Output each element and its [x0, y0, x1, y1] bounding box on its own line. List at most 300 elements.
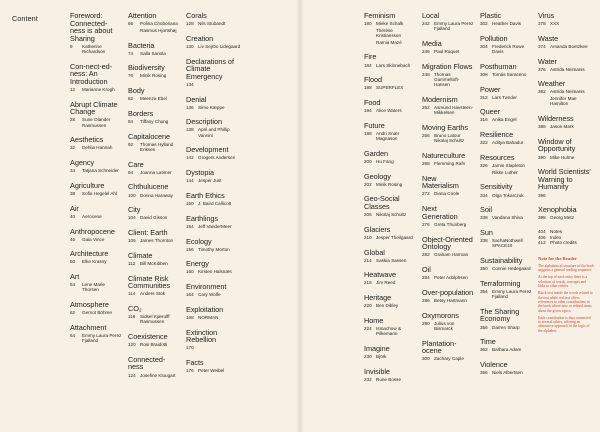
entry-title: Weather [538, 79, 566, 89]
author-line [480, 163, 532, 168]
author-name: Saskia Sassen [376, 257, 407, 263]
author-name: XXX [550, 21, 560, 27]
toc-entry [128, 252, 180, 266]
page-number: 100 [128, 192, 136, 198]
toc-entry [186, 118, 244, 138]
entry-title: Denial [186, 94, 207, 104]
page-number: 300 [422, 356, 430, 362]
toc-entry [538, 115, 594, 129]
author-name: Peter Adolphsen [434, 275, 468, 281]
entry-title: Aesthetics [70, 135, 104, 145]
entry-title: Geo-Social Classes [364, 194, 400, 211]
author-name: Donna Haraway [140, 192, 173, 198]
entry-title: Attachment [70, 322, 107, 332]
reader-note-paragraph: Each contribution is thus connected to several others, offering an alternative approach to the logic of the alphabet. [538, 315, 591, 333]
page-number: 92 [128, 141, 134, 147]
author-name: Simo Kæppe [198, 104, 225, 110]
page-number: 164 [186, 292, 194, 298]
reader-note-heading: Note for the Reader [538, 255, 577, 261]
author-line [128, 21, 180, 26]
author-line [70, 237, 122, 242]
entry-title: Future [364, 120, 385, 130]
page-number: 38 [70, 191, 76, 197]
entry-title: Sustainability [480, 256, 523, 266]
author-name: Meenza Ebel [140, 96, 167, 102]
author-name: Mieke Schalk [376, 21, 404, 27]
author-line [186, 368, 244, 373]
page-number: 94 [128, 169, 134, 175]
toc-entry [480, 206, 532, 220]
entry-title: Object-Oriented Ontology [422, 234, 473, 252]
entry-title: Home [364, 315, 384, 325]
author-line [186, 292, 244, 297]
entry-title: Waste [538, 33, 559, 43]
toc-entry [480, 108, 532, 122]
page-number: 376 [538, 66, 546, 72]
toc-entry [480, 12, 532, 26]
entry-title: Earthlings [186, 213, 218, 223]
toc-entry [422, 266, 474, 280]
author-name: J. Baird Callicott [198, 201, 232, 207]
page-number: 106 [128, 238, 136, 244]
author-name: Graham Harman [434, 252, 469, 258]
page-number: 338 [480, 215, 488, 221]
author-name: Lene Marie Thorsen [82, 282, 105, 293]
toc-entry [186, 329, 244, 351]
author-name: Lars Tønder [492, 94, 517, 100]
page-number: 46 [70, 236, 76, 242]
toc-entry [480, 280, 532, 300]
author-line [480, 238, 532, 248]
entry-title: Capitalocene [128, 131, 170, 141]
author-line [364, 131, 416, 141]
entry-title: Terraforming [480, 278, 521, 288]
entry-title: Plastic [480, 11, 502, 20]
author-name: April and Phillip Vannini [198, 127, 230, 138]
author-line [128, 51, 180, 56]
author-line [480, 95, 532, 100]
page-number: 232 [364, 376, 372, 382]
reader-note-paragraph: At the top of each entry there is a selection of words, concepts and links to other entries. [538, 275, 588, 289]
entry-title: Atmosphere [70, 300, 109, 310]
page-number: 252 [422, 105, 430, 111]
author-line [538, 44, 594, 49]
toc-entry [364, 249, 416, 263]
page-number: 154 [186, 223, 194, 229]
page-number: 216 [364, 280, 372, 286]
page-number: 286 [422, 297, 430, 303]
author-line [422, 105, 474, 115]
author-line [480, 44, 532, 54]
author-name: Ismachow & Pilkemann [376, 326, 402, 337]
toc-column-2 [128, 12, 180, 386]
toc-entry [538, 168, 594, 197]
entry-title: Environment [186, 282, 227, 292]
author-line [480, 347, 532, 352]
author-line [422, 298, 474, 303]
page-number: 9 [70, 43, 73, 49]
author-name [198, 345, 244, 350]
toc-entry [186, 96, 244, 110]
author-line [538, 67, 594, 72]
entry-title: Foreword: Connected-ness is about Sharing [70, 11, 113, 43]
entry-title: Anthropocene [70, 226, 115, 236]
author-name: Elke Krasny [82, 259, 107, 265]
author-line [186, 345, 244, 350]
toc-entry [186, 359, 244, 373]
toc-entry [538, 80, 594, 106]
author-line [364, 159, 416, 164]
author-name: Dehlia Hannah [82, 145, 113, 151]
author-name: Andri Snær Magnason [376, 130, 400, 142]
entry-title: Agriculture [70, 180, 105, 190]
author-name: Aerocene [82, 213, 102, 219]
toc-entry [70, 159, 122, 173]
author-line [186, 44, 244, 49]
author-line [70, 191, 122, 196]
author-name: Björk [376, 354, 387, 360]
back-matter [538, 229, 594, 246]
author-line [422, 356, 474, 361]
author-line [422, 49, 474, 54]
author-name: Rasmus Hjortshøj [140, 27, 177, 33]
author-name: Gernot Böhme [82, 310, 112, 316]
author-name: Paul Roquet [434, 49, 460, 55]
page-number: 138 [186, 127, 194, 133]
entry-title: Next Generation [422, 204, 458, 221]
author-name: Amanda Boetzkee [550, 43, 588, 49]
toc-entry [128, 87, 180, 101]
toc-entry [364, 226, 416, 240]
toc-entry [480, 308, 532, 330]
page-number: 404 [538, 229, 546, 235]
toc-entry [128, 229, 180, 243]
toc-entry [538, 138, 594, 160]
entry-title: Attention [128, 11, 157, 20]
toc-entry [364, 150, 416, 164]
author-name: Tatjana Schneider [82, 168, 119, 174]
toc-entry [480, 183, 532, 197]
page-number [480, 170, 492, 175]
entry-title: Glaciers [364, 224, 391, 234]
toc-entry [70, 301, 122, 315]
entry-title: Connected-ness [128, 354, 166, 372]
page-number: 268 [422, 161, 430, 167]
author-line [364, 280, 416, 285]
page-number: 12 [70, 87, 76, 93]
author-name: Marianne Krogh [82, 87, 115, 93]
toc-entry [480, 35, 532, 55]
toc-entry [364, 99, 416, 113]
page-number: 382 [538, 89, 546, 95]
entry-title: Violence [480, 360, 508, 370]
author-name: Jamie Stapleton [492, 163, 525, 169]
author-line [480, 215, 532, 220]
author-name: Gaia Vince [82, 236, 105, 242]
author-line [480, 193, 532, 198]
author-name: Aditya Bahadur [492, 140, 524, 146]
entry-title: Climate Risk Communities [128, 273, 171, 291]
page-number: 40 [70, 213, 76, 219]
entry-title: Queer [480, 107, 501, 117]
author-line [480, 21, 532, 26]
author-line [364, 21, 416, 26]
page-number: 74 [128, 50, 134, 56]
author-line [364, 28, 416, 38]
author-name: Bill McKibben [140, 260, 168, 266]
entry-title: Corals [186, 11, 207, 20]
toc-entry [480, 154, 532, 175]
author-line [364, 354, 416, 359]
entry-title: Bacteria [128, 40, 155, 50]
author-name: SUPERFLEX [376, 85, 404, 91]
author-line [422, 161, 474, 166]
entry-title: Window of Opportunity [538, 136, 576, 154]
entry-title: Flood [364, 75, 383, 85]
toc-entry [422, 312, 474, 332]
page-number: 374 [538, 43, 546, 49]
toc-entry [364, 368, 416, 382]
author-line [480, 72, 532, 77]
page-number: 326 [480, 163, 488, 169]
author-line [364, 258, 416, 263]
page-number: 256 [422, 133, 430, 139]
entry-title: CO₂ [128, 304, 142, 314]
page-number: 120 [128, 342, 136, 348]
toc-entry [128, 333, 180, 347]
reader-note-paragraph: Black text inside the words related to the text while red text offers references to other contributions in the book where new or related terms about the given topics. [538, 291, 593, 313]
toc-column-4 [364, 12, 416, 391]
toc-entry [186, 306, 244, 320]
back-matter-label: Notes [550, 229, 563, 235]
right-page [302, 0, 600, 432]
author-line [128, 96, 180, 101]
author-name: Minik Rosing [140, 73, 167, 79]
page-number: 350 [480, 266, 488, 272]
toc-entry [364, 271, 416, 285]
entry-title: Exploitation [186, 304, 224, 314]
entry-title: Sensitivity [480, 182, 513, 192]
author-name: Timothy Morton [198, 246, 230, 252]
entry-title: Global [364, 247, 385, 257]
author-line [364, 85, 416, 90]
page-number [364, 40, 376, 45]
page-number [364, 28, 376, 38]
entry-title: Feminism [364, 11, 396, 20]
toc-entry [480, 131, 532, 145]
page-number: 144 [186, 178, 194, 184]
page-number: 76 [128, 73, 134, 79]
toc-entry [70, 182, 122, 196]
entry-title: Chthulucene [128, 182, 169, 192]
page-number: 302 [480, 21, 488, 27]
entry-title: Art [70, 272, 80, 282]
author-line [128, 373, 180, 378]
toc-entry [70, 12, 122, 54]
author-line [70, 117, 122, 127]
author-name: Thomas Gammeltoft-Hansen [434, 71, 460, 88]
toc-entry [422, 289, 474, 303]
back-matter-label: Photo credits [550, 240, 577, 246]
entry-title: Earth Ethics [186, 190, 225, 200]
author-name: Lars Skinnebach [376, 62, 411, 68]
author-name: Georg Metz [550, 215, 574, 221]
toc-entry [364, 317, 416, 337]
page-number: 390 [538, 154, 546, 160]
toc-entry [422, 96, 474, 116]
toc-entry [422, 40, 474, 54]
author-line [538, 124, 594, 129]
page-number: 114 [128, 291, 136, 297]
page-number: 62 [70, 310, 76, 316]
toc-entry [538, 206, 594, 220]
author-name: Alice Waters [376, 108, 402, 114]
toc-entry [422, 63, 474, 88]
author-line [186, 21, 244, 26]
reader-note-paragraph: The alphabetical structure of the book suggests a general reading sequence. [538, 263, 595, 273]
page-number: 334 [480, 192, 488, 198]
page-number: 214 [364, 257, 372, 263]
author-name: David Gisson [140, 215, 168, 221]
author-name: Asmund Havsteen-Mikkelsen [434, 105, 474, 116]
toc-entries [538, 12, 594, 221]
toc-entry [186, 35, 244, 49]
entry-title: Plantation-ocene [422, 338, 457, 356]
entry-title: Con-nect-ed-ness: An Introduction [70, 61, 112, 86]
toc-entry [186, 58, 244, 87]
page-number: 412 [538, 240, 546, 246]
page-number: 170 [186, 345, 194, 351]
author-name: Jennifer Mae Hamilton [550, 96, 577, 107]
author-line [128, 238, 180, 243]
toc-entry [128, 356, 180, 378]
toc-entry [186, 283, 244, 297]
entry-title: World Scientists' Warning to Humanity [538, 167, 591, 192]
toc-entry [364, 12, 416, 45]
toc-entry [128, 64, 180, 78]
toc-entry [422, 124, 474, 144]
toc-entry [422, 236, 474, 258]
author-name: Flemming Rafn [434, 161, 466, 167]
page-number: 136 [186, 104, 194, 110]
author-line [70, 259, 122, 264]
page-number: 28 [70, 117, 76, 123]
page-number: 168 [186, 315, 194, 321]
page-number: 66 [128, 21, 134, 27]
page-number: 124 [128, 372, 136, 378]
toc-entry [186, 192, 244, 206]
toc-entry [128, 275, 180, 297]
author-name: NORMAN [198, 315, 219, 321]
author-name: Emmy Laura Perez Fjalland [434, 21, 474, 32]
author-line [128, 314, 180, 324]
page-number: 284 [422, 275, 430, 281]
author-line [128, 142, 180, 152]
entry-title: Resilience [480, 130, 514, 140]
page-number: 398 [538, 215, 546, 221]
page-number: 356 [480, 324, 488, 330]
entry-title: Power [480, 84, 501, 94]
toc-entry [186, 169, 244, 183]
entry-title: Migration Flows [422, 61, 473, 71]
author-name: Barbara Adam [492, 347, 522, 353]
page-number: 378 [538, 21, 546, 27]
author-line [364, 303, 416, 308]
entry-title: Pollution [480, 33, 508, 43]
toc-entry [422, 205, 474, 227]
page-number: 104 [128, 215, 136, 221]
author-line [480, 370, 532, 375]
author-name: Cary Wolfe [198, 292, 221, 298]
entry-title: Modernism [422, 95, 458, 104]
page-number [128, 28, 140, 33]
author-name: Diana Coole [434, 191, 460, 197]
author-line [128, 119, 180, 124]
author-name: Tomás Saraceno [492, 71, 527, 77]
toc-entry [422, 152, 474, 166]
author-line [480, 266, 532, 271]
toc-column-3 [186, 12, 244, 382]
author-line [422, 275, 474, 280]
page-number: 316 [480, 117, 488, 123]
page-number: 206 [364, 212, 372, 218]
author-line [422, 222, 474, 227]
entry-title: Local [422, 11, 440, 20]
entry-title: Description [186, 117, 222, 127]
author-line [538, 193, 594, 198]
toc-column-6 [480, 12, 532, 384]
entry-title: Architecture [70, 249, 109, 259]
toc-entry [480, 63, 532, 77]
author-name: Ben Dibley [376, 303, 399, 309]
toc-entry [186, 260, 244, 274]
author-line [128, 193, 180, 198]
page-number: 210 [364, 234, 372, 240]
author-line [186, 315, 244, 320]
author-name: Darren Sharp [492, 324, 520, 330]
author-line [70, 214, 122, 219]
page-number: 142 [186, 155, 194, 161]
entry-title: Invisible [364, 366, 390, 376]
entry-title: Soil [480, 205, 492, 215]
page-number: 150 [186, 201, 194, 207]
author-name: Sidsel Kjærulff Rasmussen [140, 314, 170, 325]
toc-entry [186, 12, 244, 26]
author-name: Grogers Andersen [198, 155, 236, 161]
author-name: Nils Stubandt [198, 21, 226, 27]
reader-note [538, 256, 594, 333]
page-number: 130 [186, 43, 194, 49]
toc-entry [538, 12, 594, 26]
author-line [186, 269, 244, 274]
page-number [538, 96, 550, 106]
author-line [364, 212, 416, 217]
toc-entry [186, 215, 244, 229]
toc-entry [480, 361, 532, 375]
entry-title: Time [480, 337, 496, 347]
author-name: Greta Thunberg [434, 221, 467, 227]
page-number: 338 [480, 238, 488, 244]
entry-title: Oxymorons [422, 310, 459, 320]
entry-title: Borders [128, 108, 154, 118]
entry-title: Media [422, 39, 442, 48]
page-number: 312 [480, 94, 488, 100]
entry-title: Client: Earth [128, 228, 168, 238]
author-name: Vandana Shiva [492, 215, 523, 221]
author-line [186, 178, 244, 183]
toc-entry [70, 136, 122, 150]
toc-entry [480, 86, 532, 100]
